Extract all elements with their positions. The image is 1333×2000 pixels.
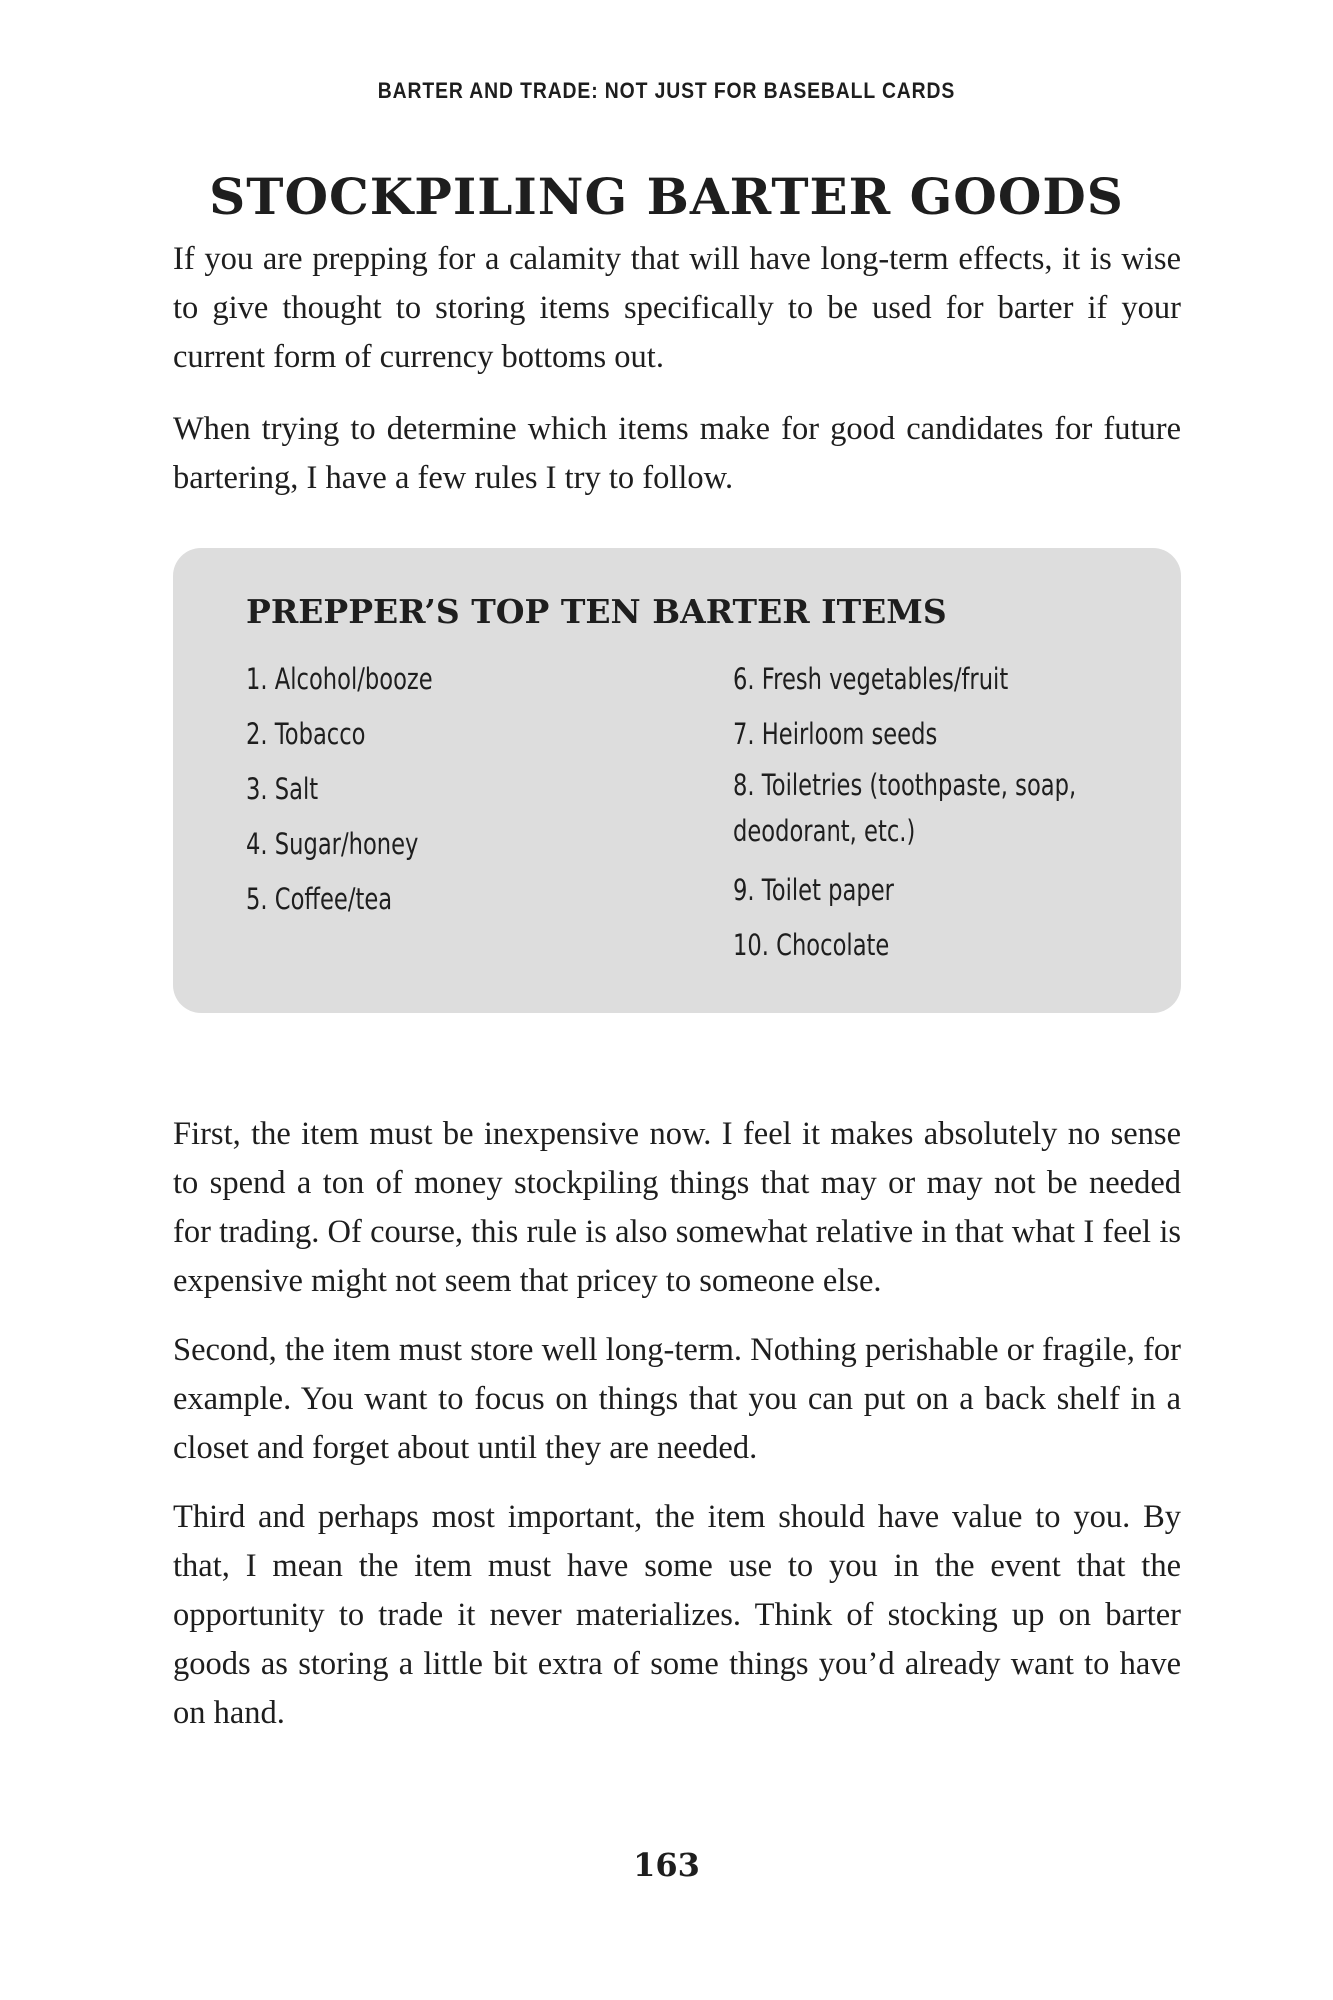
barter-list-left: [246, 652, 485, 927]
list-item: 2. Tobacco: [246, 717, 366, 751]
body-paragraph: First, the item must be inexpensive now. I feel it makes absolutely no sense to spend a ton of money stockpiling things that may or may not be needed for trading. Of course, this rule is also somewhat relative in that what I feel is expensive might not seem that pricey to someone else.: [173, 1116, 1181, 1299]
page-number: 163: [633, 1846, 700, 1884]
list-item: 8. Toiletries (toothpaste, soap, deodorant, etc.): [733, 768, 1077, 848]
body-paragraph: Third and perhaps most important, the item should have value to you. By that, I mean the item must have some use to you in the event that the opportunity to trade it never materializes. Think of stocking up on barter goods as storing a little bit extra of some things you’d already want to have on hand.: [173, 1499, 1181, 1731]
list-item: 9. Toilet paper: [733, 873, 894, 907]
list-item: 5. Coffee/tea: [246, 882, 393, 916]
body-paragraph: Second, the item must store well long-term. Nothing perishable or fragile, for example. You want to focus on things that you can put on a back shelf in a closet and forget about until they are needed.: [173, 1332, 1181, 1466]
intro-paragraph: When trying to determine which items make for good candidates for future bartering, I have a few rules I try to follow.: [173, 411, 1181, 496]
barter-items-sidebar: [173, 548, 1181, 1013]
list-item: 1. Alcohol/booze: [246, 662, 433, 696]
running-header: BARTER AND TRADE: NOT JUST FOR BASEBALL CARDS: [377, 78, 956, 103]
page-title: STOCKPILING BARTER GOODS: [209, 167, 1124, 226]
list-item: 3. Salt: [246, 772, 319, 806]
barter-list-right: [733, 652, 1253, 973]
list-item: 4. Sugar/honey: [246, 827, 419, 861]
list-item: 7. Heirloom seeds: [733, 717, 938, 751]
list-item: 10. Chocolate: [733, 928, 890, 962]
list-item: 6. Fresh vegetables/fruit: [733, 662, 1009, 696]
intro-paragraph: If you are prepping for a calamity that will have long-term effects, it is wise to give thought to storing items specifically to be used for barter if your current form of currency bottoms out.: [173, 241, 1181, 375]
sidebar-title: PREPPER’S TOP TEN BARTER ITEMS: [246, 592, 947, 631]
